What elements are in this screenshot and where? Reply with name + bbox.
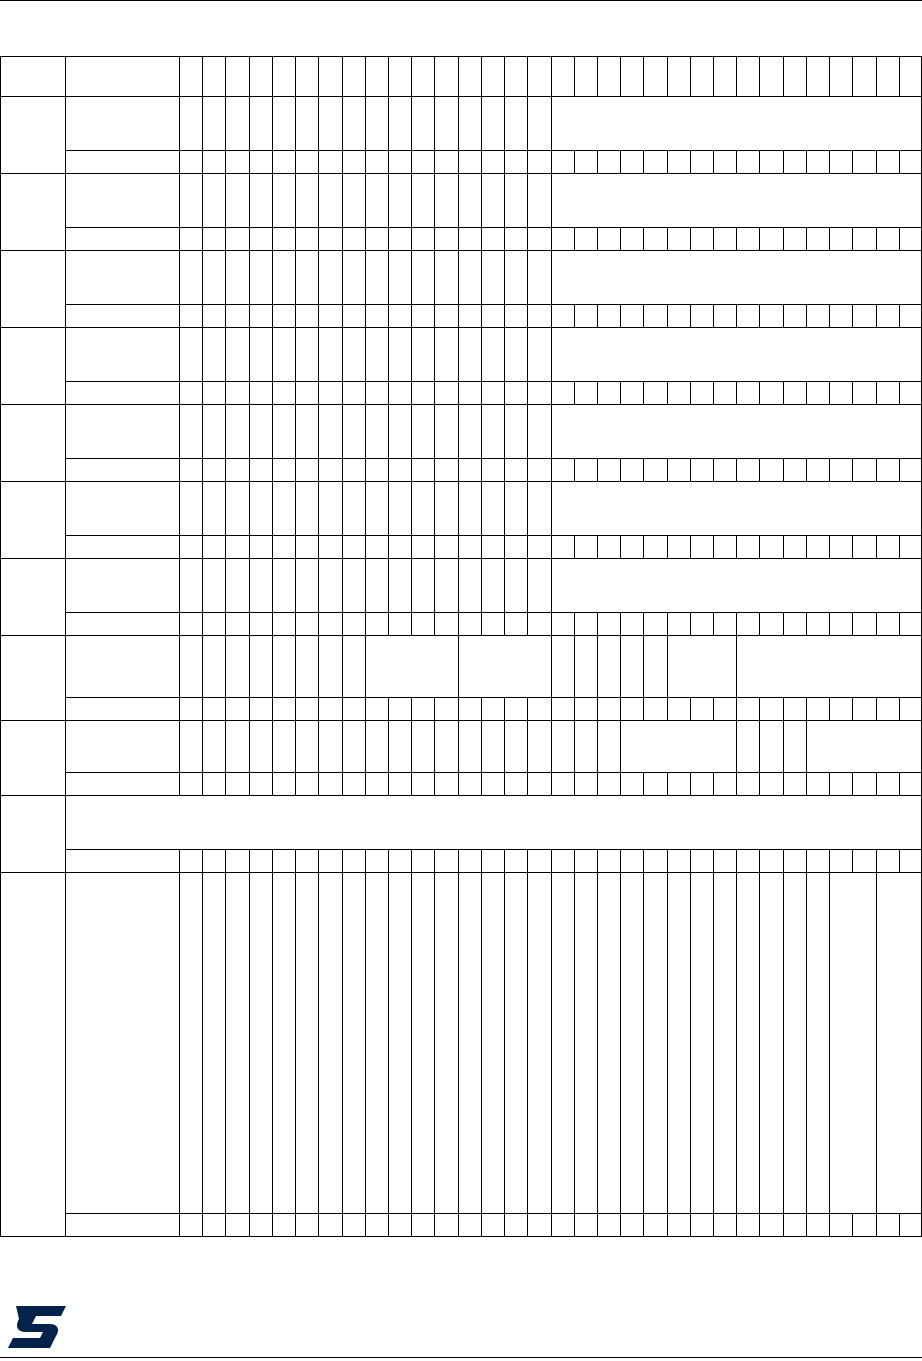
bottom-rule bbox=[0, 1357, 922, 1358]
st-logo bbox=[6, 1302, 68, 1352]
